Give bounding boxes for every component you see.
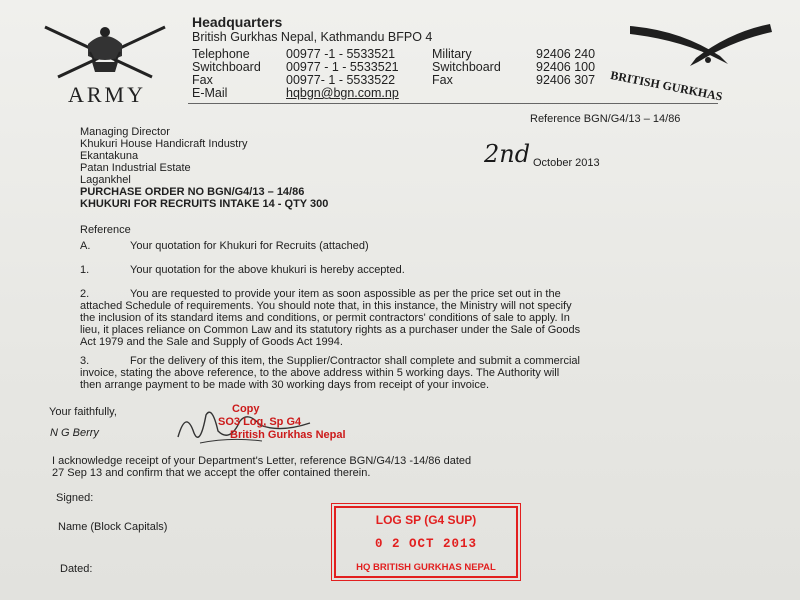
- addressee-line: Ekantakuna: [80, 150, 139, 162]
- item-3-line: then arrange payment to be made with 30 working days from receipt of your invoice.: [80, 379, 490, 391]
- contact-alt-number-fax: 92406 307: [536, 73, 596, 87]
- item-3-number: 3.: [80, 355, 90, 367]
- addressee-line: Khukuri House Handicraft Industry: [80, 138, 248, 150]
- closing-salutation: Your faithfully,: [49, 406, 117, 418]
- copy-stamp-line: British Gurkhas Nepal: [230, 429, 346, 441]
- dated-field-label: Dated:: [60, 563, 93, 575]
- item-3-line: invoice, stating the above reference, to the above address within 5 working days. The Authority will: [80, 367, 560, 379]
- copy-stamp-line: SO3 Log, Sp G4: [218, 416, 302, 428]
- item-2-line: Act 1979 and the Sale and Supply of Goods Act 1994.: [80, 336, 343, 348]
- purchase-order-number: PURCHASE ORDER NO BGN/G4/13 – 14/86: [80, 186, 305, 198]
- ref-item-number: A.: [80, 240, 91, 252]
- letter-date: October 2013: [533, 157, 600, 169]
- copy-stamp-line: Copy: [232, 403, 260, 415]
- contact-alt-number-military: 92406 240: [536, 47, 596, 61]
- contact-label-fax: Fax: [192, 73, 213, 87]
- stamp-department: LOG SP (G4 SUP): [375, 513, 477, 527]
- stamp-date: 0 2 OCT 2013: [374, 537, 477, 551]
- acknowledgement-line: I acknowledge receipt of your Department's Letter, reference BGN/G4/13 -14/86 dated: [52, 455, 472, 467]
- name-field-label: Name (Block Capitals): [58, 521, 168, 533]
- addressee-line: Lagankhel: [80, 174, 131, 186]
- item-2-number: 2.: [80, 288, 90, 300]
- contact-label-switchboard: Switchboard: [192, 60, 261, 74]
- hq-address: British Gurkhas Nepal, Kathmandu BFPO 4: [192, 30, 433, 44]
- item-3-line: For the delivery of this item, the Supplier/Contractor shall complete and submit a commercial: [130, 355, 580, 367]
- email-link[interactable]: hqbgn@bgn.com.np: [286, 86, 399, 100]
- signer-name: N G Berry: [50, 427, 99, 439]
- email-label: E-Mail: [192, 86, 228, 100]
- contact-alt-label-switchboard: Switchboard: [432, 60, 501, 74]
- contact-alt-label-military: Military: [432, 47, 472, 61]
- gurkha-emblem-text: BRITISH GURKHAS: [609, 68, 724, 104]
- item-2-line: You are requested to provide your item as soon aspossible as per the price set out in the: [130, 288, 561, 300]
- contact-number-fax: 00977- 1 - 5533522: [286, 73, 396, 87]
- acknowledgement-line: 27 Sep 13 and confirm that we accept the offer contained therein.: [52, 467, 371, 479]
- handwritten-day: 2nd: [484, 140, 531, 168]
- item-1-number: 1.: [80, 264, 90, 276]
- addressee-line: Managing Director: [80, 126, 170, 138]
- item-2-line: the inclusion of its standard items and conditions, or permit contractors' conditions of sale to apply. In: [80, 312, 570, 324]
- contact-alt-number-switchboard: 92406 100: [536, 60, 596, 74]
- signature-stamp: [170, 403, 410, 451]
- reference-number: Reference BGN/G4/13 – 14/86: [530, 113, 681, 125]
- contact-number-telephone: 00977 -1 - 5533521: [286, 47, 396, 61]
- contact-number-switchboard: 00977 - 1 - 5533521: [286, 60, 399, 74]
- contact-alt-label-fax: Fax: [432, 73, 453, 87]
- item-2-line: attached Schedule of requirements. You should note that, in this instance, the Ministry will not specify: [80, 300, 572, 312]
- signed-field-label: Signed:: [56, 492, 94, 504]
- addressee-line: Patan Industrial Estate: [80, 162, 191, 174]
- army-crest-icon: [40, 22, 170, 82]
- contact-label-telephone: Telephone: [192, 47, 250, 61]
- received-date-stamp: [334, 506, 518, 578]
- reference-heading: Reference: [80, 224, 131, 236]
- item-2-line: lieu, it places reliance on Common Law and its statutory rights as a purchaser under the Sale of Goods: [80, 324, 581, 336]
- hq-title: Headquarters: [192, 14, 283, 30]
- ref-item-text: Your quotation for Khukuri for Recruits (attached): [130, 240, 369, 252]
- army-wordmark: ARMY: [68, 82, 147, 107]
- item-1-text: Your quotation for the above khukuri is hereby accepted.: [130, 264, 405, 276]
- stamp-organisation: HQ BRITISH GURKHAS NEPAL: [356, 562, 496, 573]
- purchase-order-subject: KHUKURI FOR RECRUITS INTAKE 14 - QTY 300: [80, 198, 329, 210]
- letterhead-divider: [188, 103, 718, 104]
